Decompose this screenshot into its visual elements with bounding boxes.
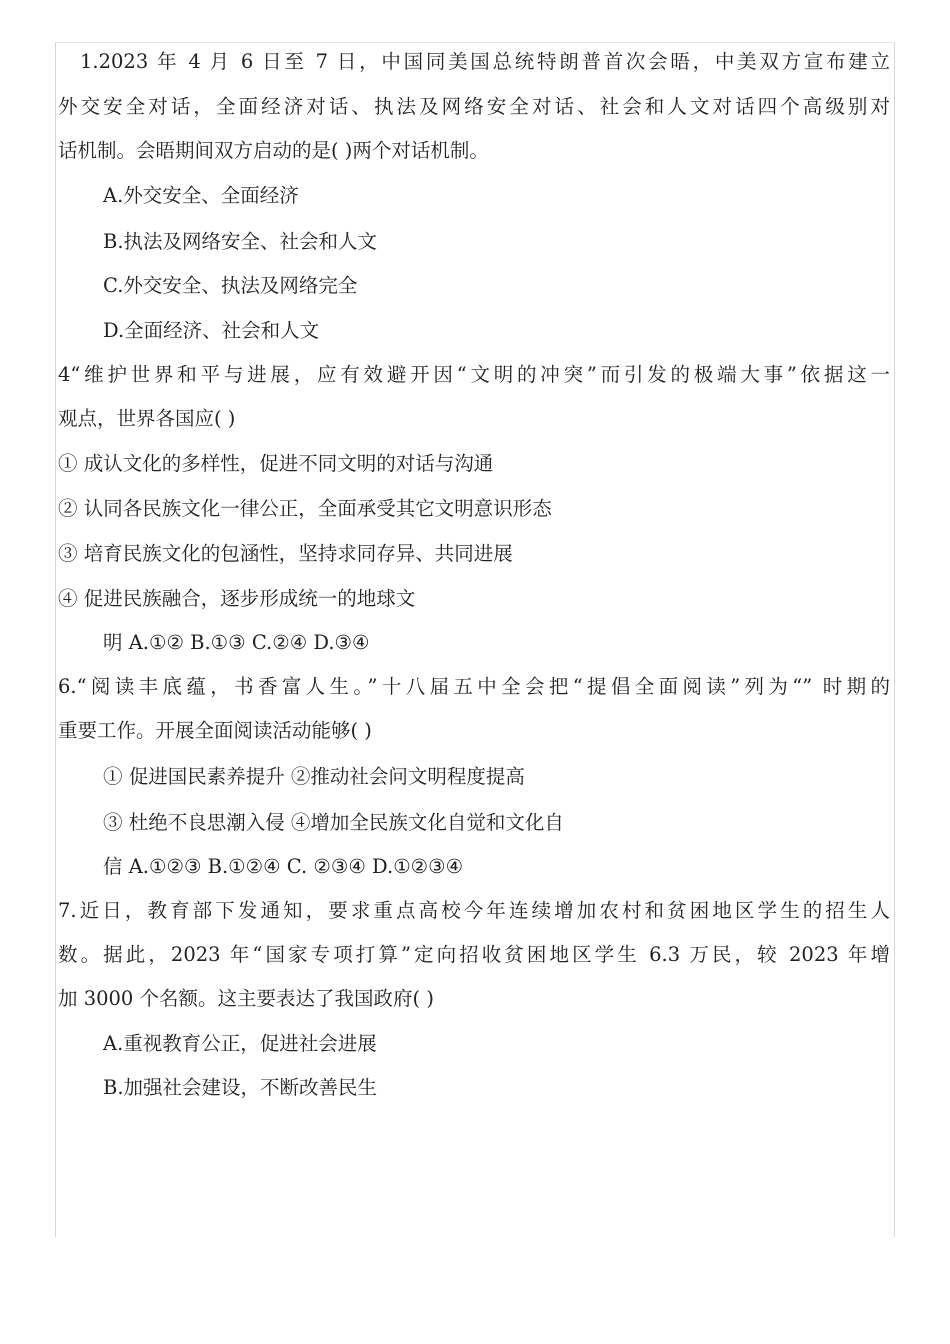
question-6-line-1: 6.“阅读丰底蕴，书香富人生。”十八届五中全会把“提倡全面阅读”列为“” 时期的 [58,675,890,698]
question-7-line-3: 加 3000 个名额。这主要表达了我国政府( ) [58,987,434,1010]
question-1-line-2: 外交安全对话，全面经济对话、执法及网络安全对话、社会和人文对话四个高级别对 [58,95,890,118]
question-1-line-1: 1.2023 年 4 月 6 日至 7 日，中国同美国总统特朗普首次会晤，中美双方宣布建立 [80,50,890,73]
question-7-option-b: B.加强社会建设，不断改善民生 [103,1076,378,1099]
question-4-statement-3: ③ 培育民族文化的包涵性，坚持求同存异、共同进展 [58,542,513,565]
question-4-statement-2: ② 认同各民族文化一律公正，全面承受其它文明意识形态 [58,497,552,520]
question-6-statement-1: ① 促进国民素养提升 ②推动社会问文明程度提高 [103,765,525,788]
question-7-option-a: A.重视教育公正，促进社会进展 [103,1032,377,1055]
question-1-option-d: D.全面经济、社会和人文 [103,319,320,342]
question-6-statement-2: ③ 杜绝不良思潮入侵 ④增加全民族文化自觉和文化自 [103,811,564,834]
question-7-line-1: 7.近日，教育部下发通知，要求重点高校今年连续增加农村和贫困地区学生的招生人 [58,899,890,922]
question-1-option-a: A.外交安全、全面经济 [103,184,299,207]
question-4-answer-options: 明 A.①② B.①③ C.②④ D.③④ [103,631,370,654]
question-6-line-2: 重要工作。开展全面阅读活动能够( ) [58,719,372,742]
question-1-option-b: B.执法及网络安全、社会和人文 [103,230,378,253]
question-1-line-3: 话机制。会晤期间双方启动的是( )两个对话机制。 [58,139,489,162]
question-4-statement-1: ① 成认文化的多样性，促进不同文明的对话与沟通 [58,452,494,475]
question-4-statement-4: ④ 促进民族融合，逐步形成统一的地球文 [58,587,416,610]
question-4-line-2: 观点，世界各国应( ) [58,407,236,430]
question-7-line-2: 数。据此，2023 年“国家专项打算”定向招收贫困地区学生 6.3 万民，较 2023 年增 [58,943,890,966]
question-1-option-c: C.外交安全、执法及网络完全 [103,274,358,297]
question-4-line-1: 4“维护世界和平与进展，应有效避开因“文明的冲突”而引发的极端大事”依据这一 [58,363,890,386]
question-6-answer-options: 信 A.①②③ B.①②④ C. ②③④ D.①②③④ [103,855,464,878]
